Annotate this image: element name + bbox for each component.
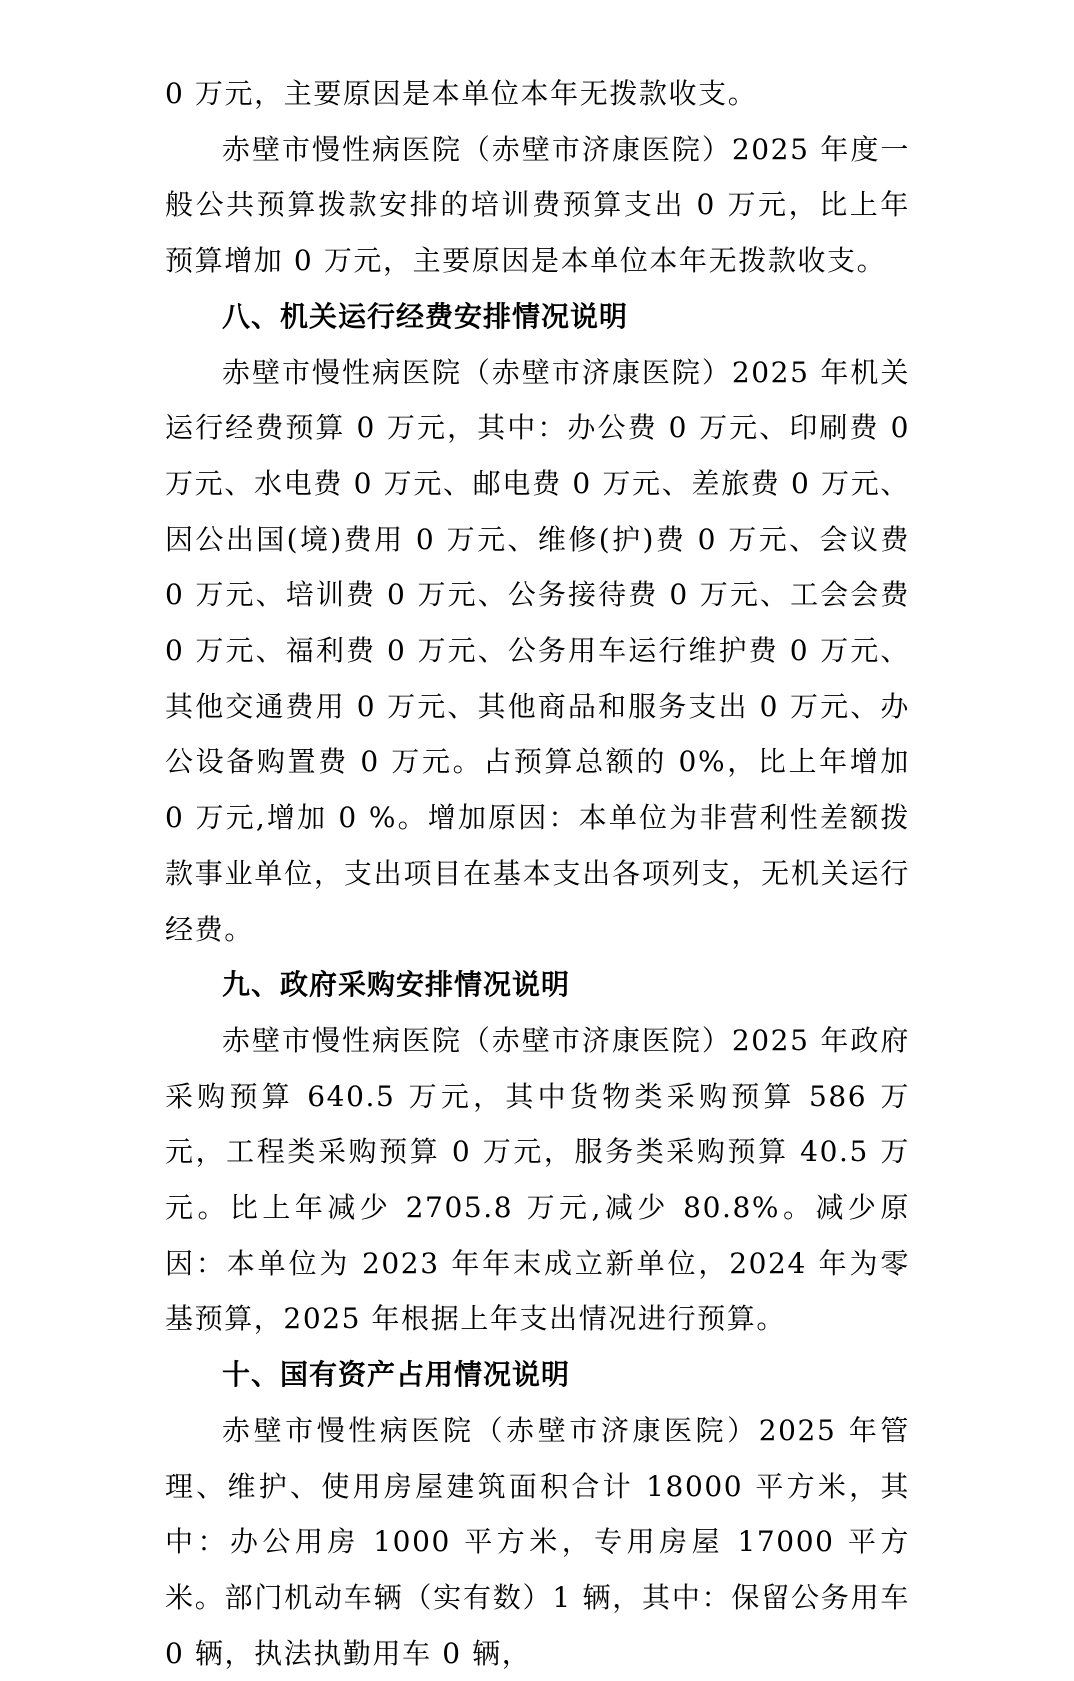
- paragraph-state-assets: 赤壁市慢性病医院（赤壁市济康医院）2025 年管理、维护、使用房屋建筑面积合计 18000 平方米，其中：办公用房 1000 平方米，专用房屋 17000 平方米。部门机动车辆（实有数）1 辆，其中：保留公务用车 0 辆，执法执勤用车 0 辆，: [165, 1413, 910, 1670]
- section-heading-10: 十、国有资产占用情况说明: [222, 1358, 571, 1392]
- document-body: [165, 66, 910, 1681]
- section-heading-8: 八、机关运行经费安排情况说明: [222, 299, 629, 333]
- paragraph-continuation: 0 万元，主要原因是本单位本年无拨款收支。: [165, 77, 758, 110]
- section-heading-9: 九、政府采购安排情况说明: [222, 968, 571, 1002]
- paragraph-operating-expenses: 赤壁市慢性病医院（赤壁市济康医院）2025 年机关运行经费预算 0 万元，其中：办公费 0 万元、印刷费 0 万元、水电费 0 万元、邮电费 0 万元、差旅费 0 万元、因公出国(境)费用 0 万元、维修(护)费 0 万元、会议费 0 万元、培训费 0 万元、公务接待费 0 万元、工会会费 0 万元、福利费 0 万元、公务用车运行维护费 0 万元、其他交通费用 0 万元、其他商品和服务支出 0 万元、办公设备购置费 0 万元。占预算总额的 0%，比上年增加 0 万元,增加 0 %。增加原因：本单位为非营利性差额拨款事业单位，支出项目在基本支出各项列支，无机关运行经费。: [165, 355, 910, 946]
- paragraph-procurement: 赤壁市慢性病医院（赤壁市济康医院）2025 年政府采购预算 640.5 万元，其中货物类采购预算 586 万元，工程类采购预算 0 万元，服务类采购预算 40.5 万元。比上年减少 2705.8 万元,减少 80.8%。减少原因：本单位为 2023 年年末成立新单位，2024 年为零基预算，2025 年根据上年支出情况进行预算。: [165, 1023, 910, 1336]
- paragraph-training-fee: 赤壁市慢性病医院（赤壁市济康医院）2025 年度一般公共预算拨款安排的培训费预算支出 0 万元，比上年预算增加 0 万元，主要原因是本单位本年无拨款收支。: [165, 132, 910, 278]
